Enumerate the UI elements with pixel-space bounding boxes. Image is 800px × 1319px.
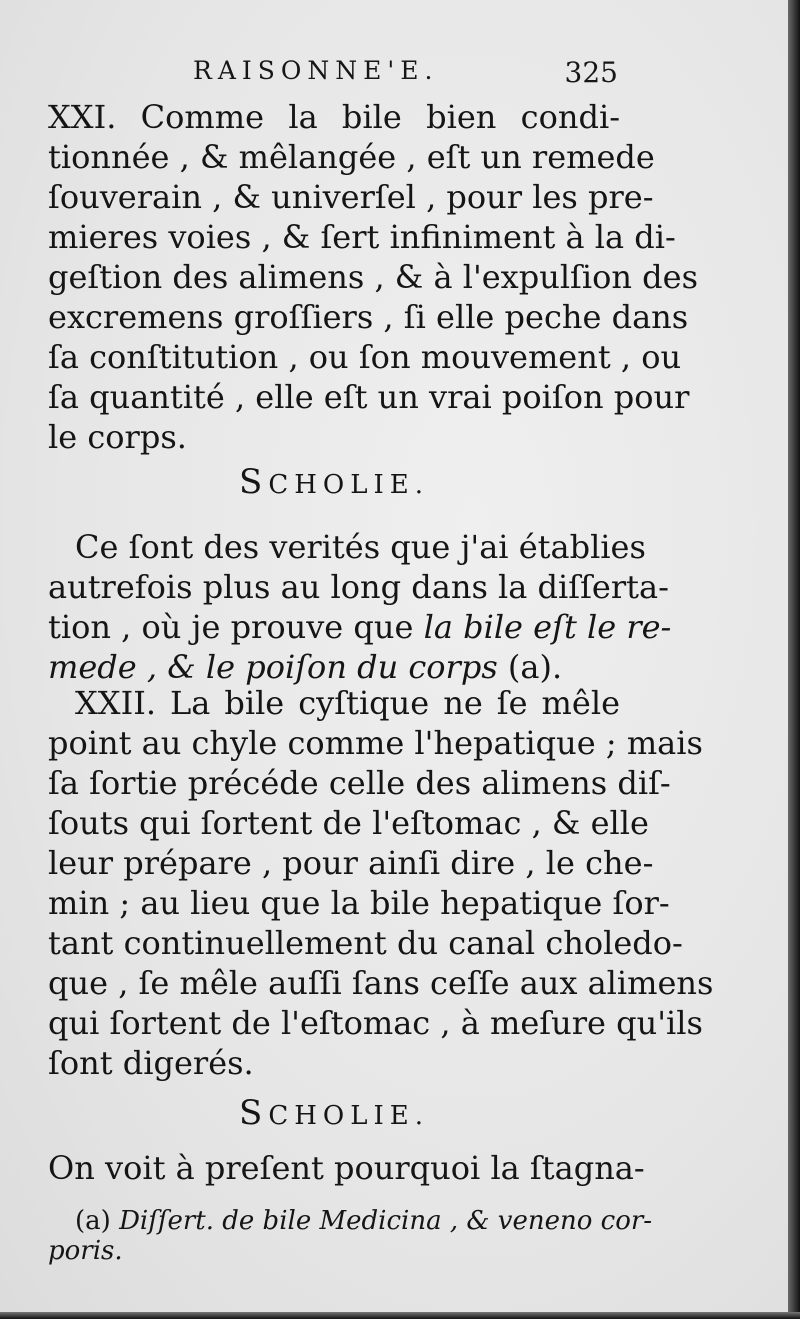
page-header [48, 56, 618, 92]
para3-line-2: point au chyle comme l'hepatique ; mais [48, 724, 703, 762]
scholie-heading-2-cap: S [239, 1093, 269, 1133]
para3-line-10: ſont digerés. [48, 1044, 254, 1082]
para2-line-1: Ce ſont des verités que j'ai établies [75, 528, 646, 566]
para3-line-4: ſouts qui ſortent de l'eſtomac , & elle [48, 804, 649, 842]
scholie-heading-1 [48, 462, 620, 502]
scholie-heading-2 [48, 1093, 620, 1133]
para1-line-3: ſouverain , & univerſel , pour les pre- [48, 178, 654, 216]
para3-line-9: qui ſortent de l'eſtomac , à meſure qu'ils [48, 1004, 703, 1042]
page-edge-shadow [788, 0, 800, 1319]
para1-line-2: tionnée , & mêlangée , eſt un remede [48, 138, 655, 176]
scholie-heading-1-cap: S [239, 462, 269, 502]
para3-line-1: XXII. La bile cyſtique ne ſe mêle [75, 684, 620, 722]
scholie-heading-2-rest: CHOLIE. [268, 1101, 429, 1131]
para1-line-8: ſa quantité , elle eſt un vrai poiſon pour [48, 378, 690, 416]
scholie-heading-1-rest: CHOLIE. [268, 470, 429, 500]
para3-line-3: ſa ſortie précéde celle des alimens diſ- [48, 764, 671, 802]
footnote-marker: (a) [75, 1206, 111, 1236]
para2-line-3-text: tion , où je prouve que [48, 608, 414, 646]
para1-line-5: geſtion des alimens , & à l'expulſion des [48, 258, 699, 296]
footnote-text-2: poris. [48, 1236, 123, 1266]
para2-line-2: autrefois plus au long dans la diſſerta- [48, 568, 669, 606]
para1-line-1: XXI. Comme la bile bien condi- [48, 98, 620, 136]
footnote-text-1: Diſſert. de bile Medicina , & veneno cor- [119, 1206, 653, 1236]
footnote-reference: (a). [507, 648, 563, 686]
para3-line-5: leur prépare , pour ainſi dire , le che- [48, 844, 654, 882]
para3-line-8: que , ſe mêle auſſi ſans ceſſe aux alimens [48, 964, 714, 1002]
footnote-line-2 [48, 1235, 620, 1267]
para3-line-6: min ; au lieu que la bile hepatique ſor- [48, 884, 670, 922]
page-number: 325 [564, 56, 618, 89]
para1-line-4: mieres voies , & ſert infiniment à la di- [48, 218, 676, 256]
para4-line-1: On voit à preſent pourquoi la ſtagna- [48, 1149, 645, 1187]
para2-line-3 [48, 607, 672, 647]
footnote-line-1 [75, 1205, 653, 1237]
para2-line-3-italic: la bile eſt le re- [423, 608, 672, 646]
para1-line-7: ſa conſtitution , ou ſon mouvement , ou [48, 338, 682, 376]
para1-line-6: excremens groſſiers , ſi elle peche dans [48, 298, 689, 336]
running-head: RAISONNE'E. [193, 56, 439, 85]
para2-line-4 [48, 647, 620, 687]
page-bottom-shadow [0, 1312, 800, 1319]
para2-line-4-italic: mede , & le poiſon du corps [48, 648, 498, 686]
para1-line-9: le corps. [48, 418, 187, 456]
para3-line-7: tant continuellement du canal choledo- [48, 924, 683, 962]
